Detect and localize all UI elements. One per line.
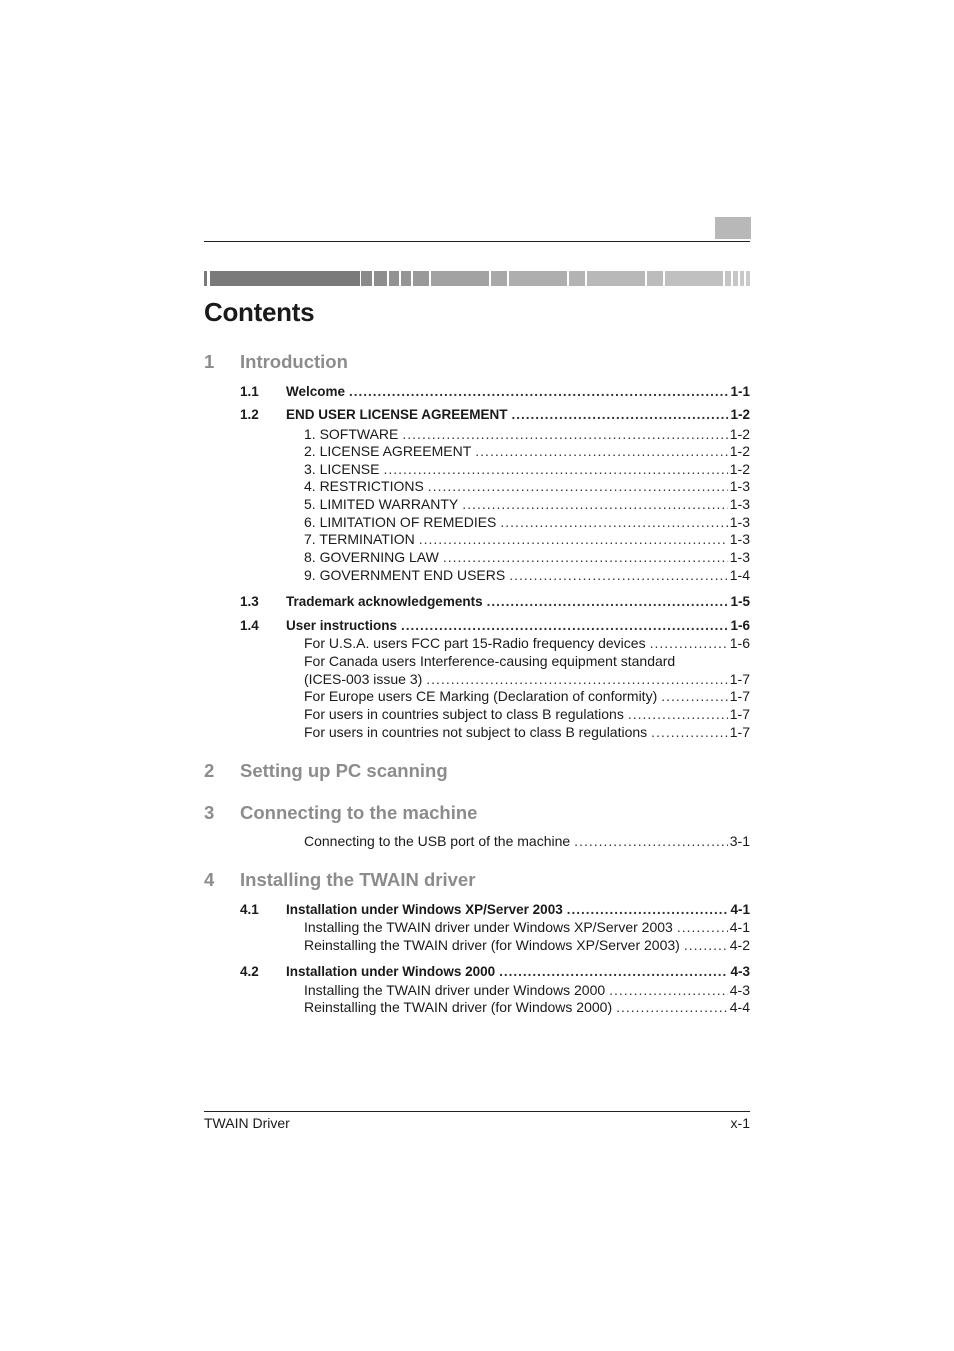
entry-page: 1-3 <box>729 478 750 494</box>
toc-entry[interactable] <box>304 635 750 652</box>
dot-leader <box>487 593 729 610</box>
entry-page: 1-5 <box>730 594 750 609</box>
dot-leader <box>651 724 728 741</box>
entry-page: 3-1 <box>729 833 750 849</box>
chapter-number: 1 <box>204 351 215 372</box>
dot-leader <box>499 963 728 980</box>
toc-entry[interactable] <box>304 478 750 495</box>
entry-page: 4-4 <box>729 999 750 1015</box>
dot-leader <box>349 383 728 400</box>
dot-leader <box>677 919 728 936</box>
toc-section-entry[interactable] <box>286 901 750 918</box>
dot-leader <box>402 426 727 443</box>
entry-page: 1-7 <box>729 671 750 687</box>
entry-page: 1-2 <box>730 407 750 422</box>
toc-entry[interactable] <box>304 671 750 688</box>
chapter-heading <box>204 760 750 784</box>
section-number: 4.1 <box>240 902 259 917</box>
toc-entry[interactable] <box>304 549 750 566</box>
entry-title: 5. LIMITED WARRANTY <box>304 496 459 512</box>
entry-page: 1-2 <box>729 461 750 477</box>
chapter-heading <box>204 351 750 375</box>
toc-section-entry[interactable] <box>286 963 750 980</box>
toc-section-entry[interactable] <box>286 406 750 423</box>
entry-page: 1-3 <box>729 514 750 530</box>
entry-title: Reinstalling the TWAIN driver (for Windows XP/Server 2003) <box>304 937 680 953</box>
dot-leader <box>567 901 729 918</box>
entry-title: 8. GOVERNING LAW <box>304 549 439 565</box>
entry-title: Connecting to the USB port of the machine <box>304 833 571 849</box>
dot-leader <box>661 688 728 705</box>
toc-entry[interactable] <box>304 833 750 850</box>
entry-page: 1-3 <box>729 531 750 547</box>
chapter-title[interactable]: Setting up PC scanning <box>240 760 448 781</box>
dot-leader <box>628 706 728 723</box>
entry-title: (ICES-003 issue 3) <box>304 671 423 687</box>
chapter-heading <box>204 869 750 893</box>
toc-entry[interactable] <box>304 426 750 443</box>
dot-leader <box>428 478 728 495</box>
entry-title: Welcome <box>286 384 346 399</box>
entry-page: 1-2 <box>729 443 750 459</box>
entry-title: 4. RESTRICTIONS <box>304 478 424 494</box>
dot-leader <box>426 671 727 688</box>
section-number: 1.4 <box>240 618 259 633</box>
toc-section-entry[interactable] <box>286 617 750 634</box>
dot-leader <box>616 999 728 1016</box>
entry-title: 9. GOVERNMENT END USERS <box>304 567 506 583</box>
entry-page: 1-6 <box>729 635 750 651</box>
entry-page: 4-1 <box>730 902 750 917</box>
toc-entry[interactable] <box>304 706 750 723</box>
section-number: 4.2 <box>240 964 259 979</box>
entry-title: For users in countries subject to class B regulations <box>304 706 624 722</box>
entry-title: Trademark acknowledgements <box>286 594 483 609</box>
dot-leader <box>419 531 728 548</box>
chapter-number: 3 <box>204 802 215 823</box>
entry-page: 4-3 <box>730 964 750 979</box>
dot-leader <box>684 937 728 954</box>
entry-title: Installation under Windows 2000 <box>286 964 496 979</box>
dot-leader <box>650 635 728 652</box>
entry-page: 4-3 <box>729 982 750 998</box>
toc-entry-first-line[interactable]: For Canada users Interference-causing equipment standard <box>304 653 676 669</box>
toc-section-entry[interactable] <box>286 383 750 400</box>
header-rule <box>204 241 750 242</box>
toc-entry[interactable] <box>304 531 750 548</box>
dot-leader <box>462 496 727 513</box>
chapter-title[interactable]: Installing the TWAIN driver <box>240 869 476 890</box>
footer-rule <box>204 1111 750 1112</box>
entry-title: Installing the TWAIN driver under Windows XP/Server 2003 <box>304 919 673 935</box>
toc-entry[interactable] <box>304 461 750 478</box>
toc-entry[interactable] <box>304 937 750 954</box>
toc-entry[interactable] <box>304 443 750 460</box>
dot-leader <box>574 833 728 850</box>
toc-entry[interactable] <box>304 496 750 513</box>
toc-entry[interactable] <box>304 982 750 999</box>
entry-title: For U.S.A. users FCC part 15-Radio frequency devices <box>304 635 646 651</box>
entry-page: 1-6 <box>730 618 750 633</box>
dot-leader <box>500 514 727 531</box>
entry-page: 1-7 <box>729 724 750 740</box>
footer-manual-title: TWAIN Driver <box>204 1115 290 1131</box>
entry-page: 1-3 <box>729 496 750 512</box>
entry-title: Installing the TWAIN driver under Windows 2000 <box>304 982 606 998</box>
toc-entry[interactable] <box>304 999 750 1016</box>
section-number: 1.3 <box>240 594 259 609</box>
entry-page: 1-7 <box>729 706 750 722</box>
chapter-number: 2 <box>204 760 215 781</box>
entry-page: 1-7 <box>729 688 750 704</box>
page-title: Contents <box>204 297 315 327</box>
entry-page: 4-1 <box>729 919 750 935</box>
entry-title: END USER LICENSE AGREEMENT <box>286 407 508 422</box>
chapter-heading <box>204 802 750 826</box>
entry-title: User instructions <box>286 618 398 633</box>
toc-entry[interactable] <box>304 567 750 584</box>
dot-leader <box>401 617 728 634</box>
toc-entry[interactable] <box>304 919 750 936</box>
entry-title: 7. TERMINATION <box>304 531 415 547</box>
toc-entry[interactable] <box>304 688 750 705</box>
chapter-title[interactable]: Introduction <box>240 351 348 372</box>
entry-title: Reinstalling the TWAIN driver (for Windows 2000) <box>304 999 613 1015</box>
header-tab-marker <box>715 217 751 239</box>
dot-leader <box>383 461 727 478</box>
dot-leader <box>443 549 728 566</box>
entry-title: 2. LICENSE AGREEMENT <box>304 443 472 459</box>
toc-entry[interactable] <box>304 514 750 531</box>
section-number: 1.2 <box>240 407 259 422</box>
dot-leader <box>609 982 728 999</box>
dot-leader <box>512 406 729 423</box>
entry-title: Installation under Windows XP/Server 2003 <box>286 902 563 917</box>
section-number: 1.1 <box>240 384 259 399</box>
chapter-title[interactable]: Connecting to the machine <box>240 802 478 823</box>
footer-page-number: x-1 <box>730 1115 750 1131</box>
entry-title: For users in countries not subject to class B regulations <box>304 724 648 740</box>
entry-page: 1-2 <box>729 426 750 442</box>
entry-title: For Europe users CE Marking (Declaration of conformity) <box>304 688 658 704</box>
toc-section-entry[interactable] <box>286 593 750 610</box>
header-stripe <box>204 271 750 286</box>
entry-page: 1-1 <box>730 384 750 399</box>
entry-title: 3. LICENSE <box>304 461 380 477</box>
chapter-number: 4 <box>204 869 215 890</box>
entry-page: 1-4 <box>729 567 750 583</box>
entry-page: 4-2 <box>729 937 750 953</box>
dot-leader <box>509 567 728 584</box>
entry-title: 6. LIMITATION OF REMEDIES <box>304 514 497 530</box>
toc-entry[interactable] <box>304 724 750 741</box>
dot-leader <box>475 443 727 460</box>
entry-title: 1. SOFTWARE <box>304 426 399 442</box>
entry-page: 1-3 <box>729 549 750 565</box>
